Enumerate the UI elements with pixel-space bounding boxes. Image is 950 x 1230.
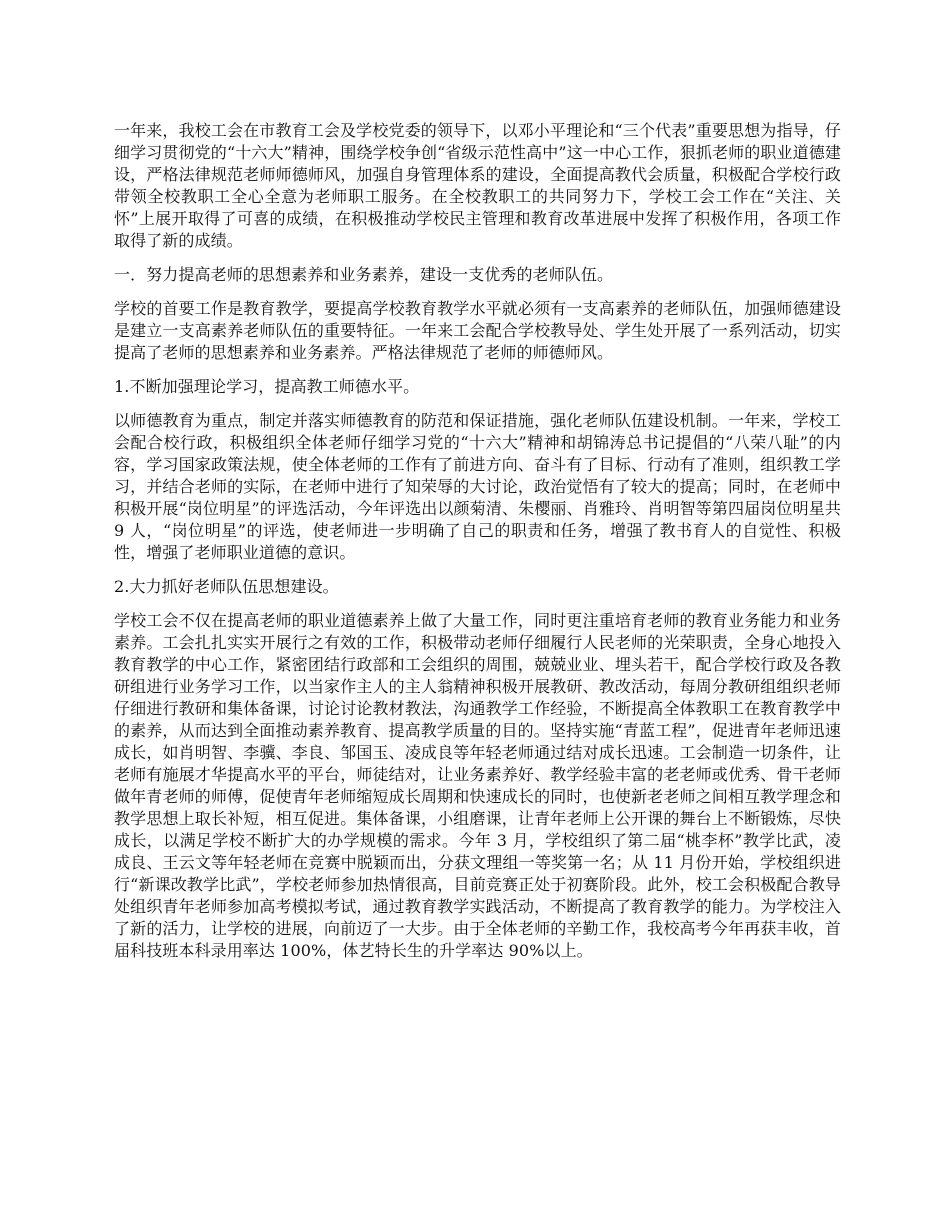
intro-paragraph: 一年来，我校工会在市教育工会及学校党委的领导下，以邓小平理论和“三个代表”重要思想为指导，仔细学习贯彻党的“十六大”精神，围绕学校争创“省级示范性高中”这一中心工作，狠抓老师的职业道德建设，严格法律规范老师师德师风，加强自身管理体系的建设，全面提高教代会质量，积极配合学校行政带领全校教职工全心全意为老师职工服务。在全校教职工的共同努力下，学校工会工作在“关注、关怀”上展开取得了可喜的成绩，在积极推动学校民主管理和教育改革进展中发挥了积极作用，各项工作取得了新的成绩。 [114,121,841,250]
section-1-paragraph: 学校的首要工作是教育教学，要提高学校教育教学水平就必须有一支高素养的老师队伍，加强师德建设是建立一支高素养老师队伍的重要特征。一年来工会配合学校教导处、学生处开展了一系列活动，切实提高了老师的思想素养和业务素养。严格法律规范了老师的师德师风。 [114,299,841,362]
section-heading-1: 一．努力提高老师的思想素养和业务素养，建设一支优秀的老师队伍。 [114,265,614,284]
document-body [114,120,841,974]
subsection-1-paragraph: 以师德教育为重点，制定并落实师德教育的防范和保证措施，强化老师队伍建设机制。一年来，学校工会配合校行政，积极组织全体老师仔细学习党的“十六大”精神和胡锦涛总书记提倡的“八荣八耻”的内容，学习国家政策法规，使全体老师的工作有了前进方向、奋斗有了目标、行动有了准则，组织教工学习，并结合老师的实际，在老师中进行了知荣辱的大讨论，政治觉悟有了较大的提高；同时，在老师中积极开展“岗位明星”的评选活动，今年评选出以颜菊清、朱樱丽、肖雅玲、肖明智等第四届岗位明星共 9 人，“岗位明星”的评选，使老师进一步明确了自己的职责和任务，增强了教书育人的自觉性、积极性，增强了老师职业道德的意识。 [114,411,841,562]
subsection-2-paragraph: 学校工会不仅在提高老师的职业道德素养上做了大量工作，同时更注重培育老师的教育业务能力和业务素养。工会扎扎实实开展行之有效的工作，积极带动老师仔细履行人民老师的光荣职责，全身心地投入教育教学的中心工作，紧密团结行政部和工会组织的周围，兢兢业业、埋头若干，配合学校行政及各教研组进行业务学习工作，以当家作主人的主人翁精神积极开展教研、教改活动，每周分教研组组织老师仔细进行教研和集体备课，讨论讨论教材教法，沟通教学工作经验，不断提高全体教职工在教育教学中的素养，从而达到全面推动素养教育、提高教学质量的目的。坚持实施“青蓝工程”，促进青年老师迅速成长，如肖明智、李骥、李良、邹国玉、凌成良等年轻老师通过结对成长迅速。工会制造一切条件，让老师有施展才华提高水平的平台，师徒结对，让业务素养好、教学经验丰富的老老师或优秀、骨干老师做年青老师的师傅，促使青年老师缩短成长周期和快速成长的同时，也使新老老师之间相互教学理念和教学思想上取长补短，相互促进。集体备课，小组磨课，让青年老师上公开课的舞台上不断锻炼，尽快成长，以满足学校不断扩大的办学规模的需求。今年 3 月，学校组织了第二届“桃李杯”教学比武，凌成良、王云文等年轻老师在竞赛中脱颖而出，分获文理组一等奖第一名；从 11 月份开始，学校组织进行“新课改教学比武”，学校老师参加热情很高，目前竞赛正处于初赛阶段。此外，校工会积极配合教导处组织青年老师参加高考模拟考试，通过教育教学实践活动，不断提高了教育教学的能力。为学校注入了新的活力，让学校的进展，向前迈了一大步。由于全体老师的辛勤工作，我校高考今年再获丰收，首届科技班本科录用率达 100%，体艺特长生的升学率达 90%以上。 [114,611,841,960]
subsection-heading-1: 1.不断加强理论学习，提高教工师德水平。 [114,377,420,396]
subsection-heading-2: 2.大力抓好老师队伍思想建设。 [114,577,339,596]
